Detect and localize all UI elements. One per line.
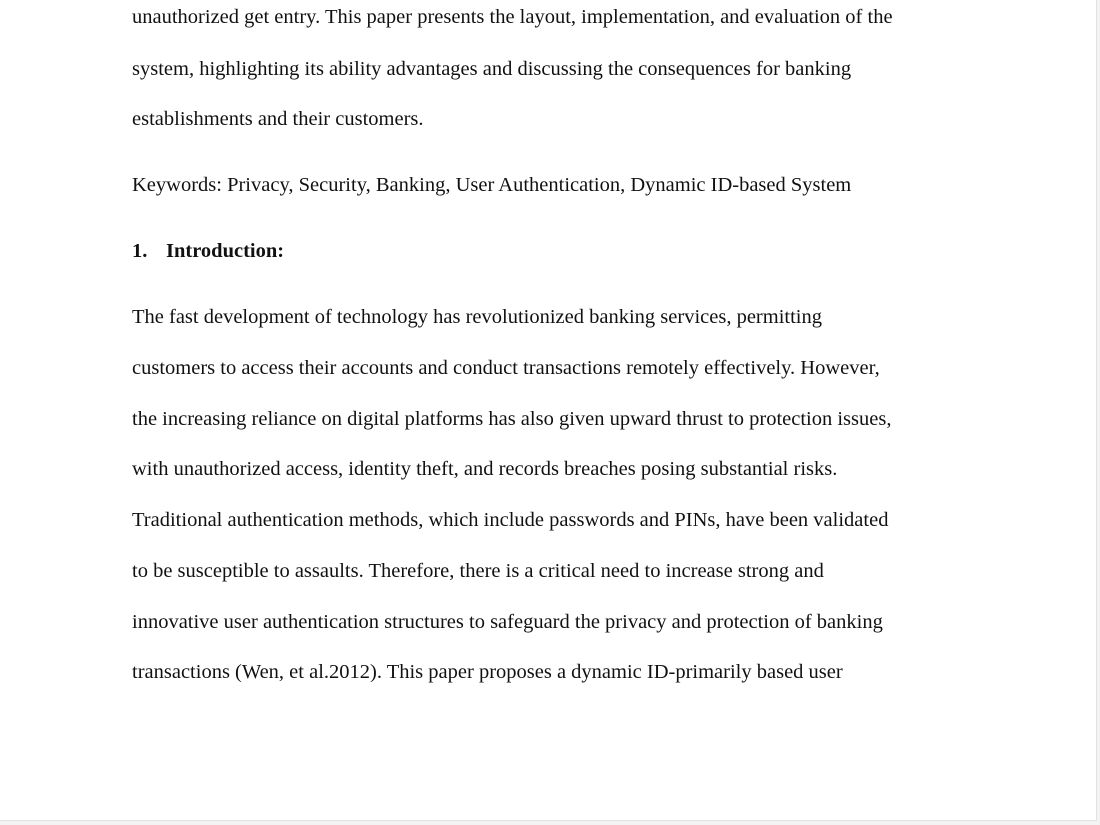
section-heading [132,239,284,263]
section-number: 1. [132,240,148,262]
abstract-line: system, highlighting its ability advantages and discussing the consequences for banking [132,58,852,80]
keywords-line: Keywords: Privacy, Security, Banking, User Authentication, Dynamic ID-based System [132,174,852,196]
abstract-line: establishments and their customers. [132,108,424,130]
intro-line: with unauthorized access, identity theft, and records breaches posing substantial risks. [132,458,838,480]
section-title: Introduction: [166,240,285,262]
intro-line: innovative user authentication structures to safeguard the privacy and protection of banking [132,611,883,633]
intro-line: Traditional authentication methods, which include passwords and PINs, have been validated [132,509,889,531]
intro-line: transactions (Wen, et al.2012). This paper proposes a dynamic ID-primarily based user [132,661,843,683]
abstract-line: unauthorized get entry. This paper presents the layout, implementation, and evaluation of the [132,6,893,28]
intro-line: to be susceptible to assaults. Therefore, there is a critical need to increase strong and [132,560,824,582]
intro-line: the increasing reliance on digital platforms has also given upward thrust to protection issues, [132,408,892,430]
intro-line: customers to access their accounts and conduct transactions remotely effectively. However, [132,357,880,379]
intro-line: The fast development of technology has revolutionized banking services, permitting [132,306,822,328]
